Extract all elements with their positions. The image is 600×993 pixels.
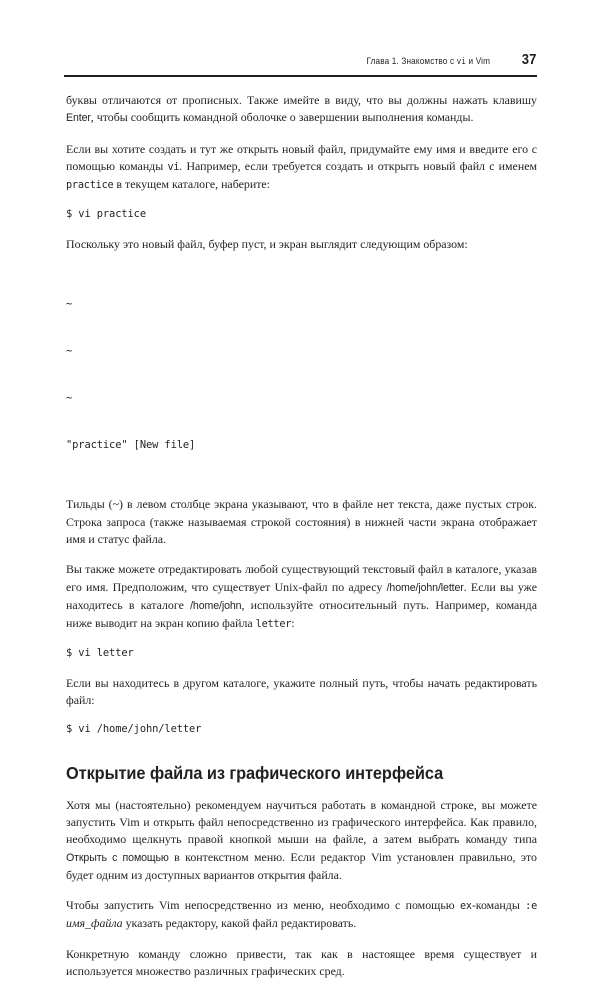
path-home-john-letter: /home/john/letter (386, 581, 464, 594)
screen-line: ~ (66, 391, 73, 404)
p8-text-3: указать редактору, какой файл редактировать. (122, 916, 357, 931)
running-header-prefix: Глава 1. Знакомство с (366, 56, 457, 66)
running-header-title (367, 56, 491, 67)
paragraph-3: Поскольку это новый файл, буфер пуст, и экран выглядит следующим образом: (66, 236, 468, 251)
paragraph-2 (66, 141, 537, 195)
screen-status-line: "practice" [New file] (66, 438, 196, 451)
section-heading: Открытие файла из графического интерфейса (66, 762, 444, 783)
path-home-john: /home/john (190, 599, 242, 612)
paragraph-1 (66, 92, 537, 128)
p7-text-2: в контекстном меню. Если редактор Vim установлен правильно, это будет одним из доступных вариантов открытия файла. (66, 849, 537, 882)
inline-code-vi: vi (167, 161, 180, 173)
screen-line: ~ (66, 298, 73, 311)
p5-text-1: Вы также можете отредактировать любой существующий текстовый файл в каталоге, указав его имя. Предположим, что существует Unix-файл по адресу (66, 562, 537, 594)
inline-code-letter: letter (255, 619, 292, 631)
page-content (66, 92, 537, 993)
paragraph-9: Конкретную команду сложно привести, так как в настоящее время существует и используется множество различных графических сред. (66, 946, 537, 979)
key-enter-label: Enter (66, 112, 91, 125)
inline-italic-filename: имя_файла (66, 916, 123, 931)
inline-code-practice: practice (66, 180, 114, 192)
p2-text-1: Если вы хотите создать и тут же открыть новый файл, придумайте ему имя и введите его с помощью команды (66, 141, 537, 173)
p2-text-2: . Например, если требуется создать и открыть новый файл с именем (179, 158, 537, 173)
paragraph-5 (66, 561, 537, 633)
menu-open-with-label: Открыть с помощью (66, 851, 169, 864)
running-header-suffix: и Vim (466, 56, 491, 66)
inline-code-colon-e: :e (525, 901, 538, 913)
paragraph-8 (66, 897, 537, 933)
p1-text-2: , чтобы сообщить командной оболочке о завершении выполнения команды. (90, 110, 474, 125)
page-number: 37 (521, 52, 537, 68)
running-header (64, 52, 537, 72)
p1-text-1: буквы отличаются от прописных. Также имейте в виду, что вы должны нажать клавишу (66, 93, 537, 107)
paragraph-4: Тильды (~) в левом столбце экрана указывают, что в файле нет текста, даже пустых строк. Строка запроса (также называемая строкой состояния) в нижней части экрана отображает имя и статус файла. (66, 497, 537, 546)
paragraph-7 (66, 797, 537, 884)
code-block-vi-practice: $ vi practice (66, 208, 146, 221)
code-block-vi-letter: $ vi letter (66, 647, 134, 660)
screen-line: ~ (66, 345, 73, 358)
paragraph-6: Если вы находитесь в другом каталоге, укажите полный путь, чтобы начать редактировать файл: (66, 675, 537, 708)
code-block-vi-fullpath: $ vi /home/john/letter (66, 723, 202, 736)
header-rule (64, 75, 537, 77)
p5-text-2: . Если вы уже находитесь в каталоге (66, 579, 537, 612)
p2-text-3: в текущем каталоге, наберите: (113, 177, 270, 192)
p7-text-1: Хотя мы (настоятельно) рекомендуем научиться работать в командной строке, вы можете запустить Vim и открыть файл непосредственно из графического интерфейса. Как правило, необходимо щелкнуть правой кнопкой мыши на файле, а затем выбрать команду типа (66, 797, 537, 847)
p8-text-2: -команды (471, 898, 526, 913)
inline-code-ex: ex (459, 901, 472, 913)
p5-text-4: : (291, 616, 295, 631)
p8-text-1: Чтобы запустить Vim непосредственно из меню, необходимо с помощью (66, 898, 460, 913)
running-header-code: vi (456, 57, 467, 67)
code-block-vim-screen (66, 266, 537, 484)
p5-text-3: , используйте относительный путь. Например, команда ниже выводит на экран копию файла (66, 597, 537, 631)
